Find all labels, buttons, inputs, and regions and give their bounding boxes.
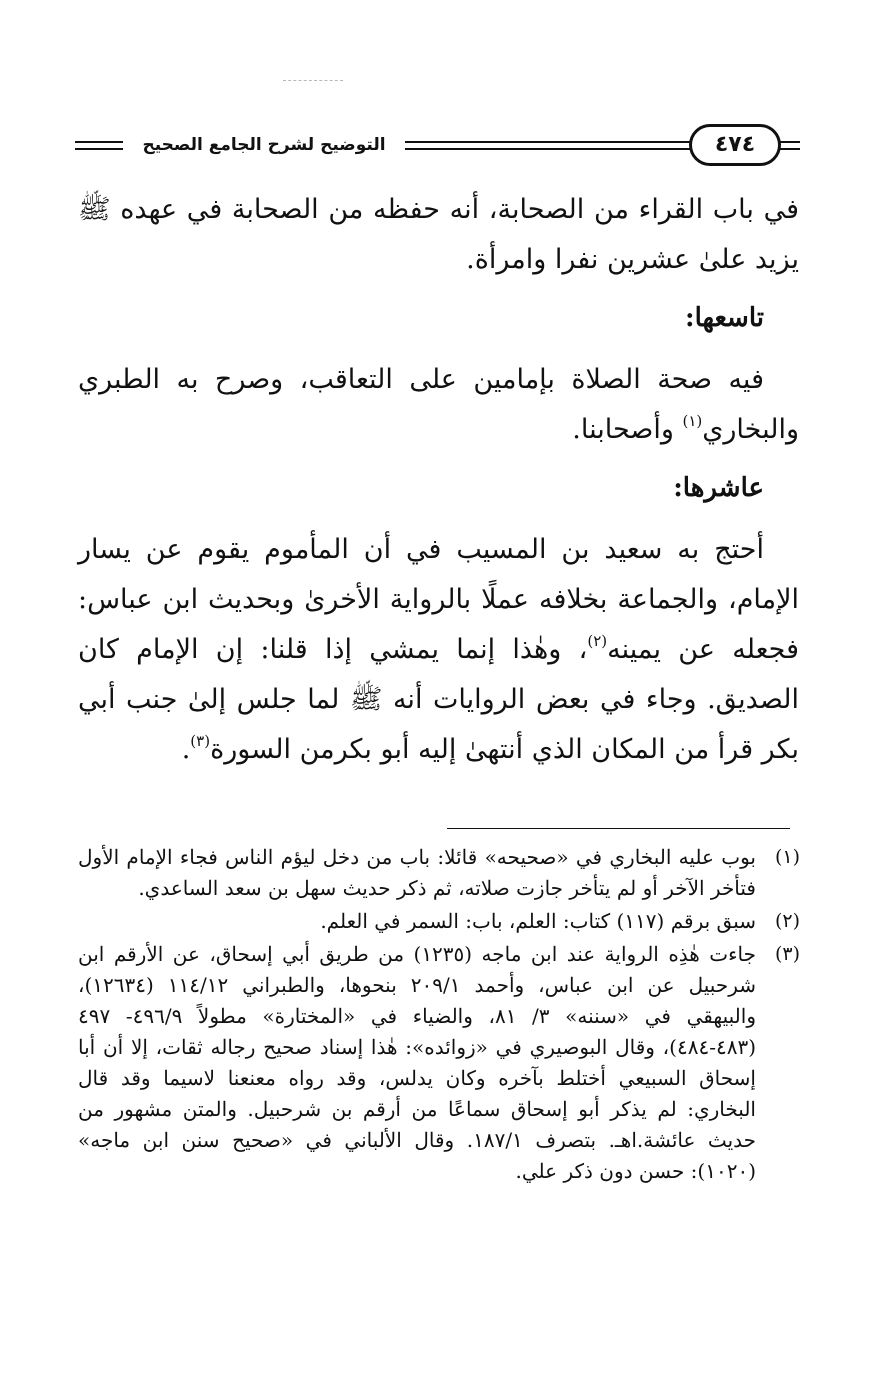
page-header <box>75 124 800 168</box>
paragraph-3 <box>78 525 799 775</box>
paragraph-1: في باب القراء من الصحابة، أنه حفظه من الصحابة في عهده ﷺ يزيد علىٰ عشرين نفرا وامرأة. <box>78 194 799 275</box>
footnote-3 <box>78 939 800 1187</box>
paragraph-3-end: . <box>181 734 191 765</box>
header-rule-middle <box>405 141 727 150</box>
footnote-1-number: (١) <box>774 846 800 868</box>
footnote-ref-3[interactable]: (٣) <box>190 732 211 750</box>
paragraph-3-text: أحتج به سعيد بن المسيب في أن المأموم يقوم عن يسار الإمام، والجماعة بخلافه عملًا بالرواية الأخرىٰ وبحديث ابن عباس: فجعله عن يمينه <box>78 534 800 665</box>
footnote-3-text: جاءت هٰذِه الرواية عند ابن ماجه (١٢٣٥) من طريق أبي إسحاق، عن الأرقم ابن شرحبيل عن ابن عباس، وأحمد ٢٠٩/١ بنحوها، والطبراني ١١٤/١٢ (١٢٦٣٤)، والبيهقي في «سننه» ٣/ ٨١، والضياء في «المختارة» مطولاً ٤٩٦/٩- ٤٩٧ (٤٨٣-٤٨٤)، وقال البوصيري في «زوائده»: هٰذا إسناد صحيح رجاله ثقات، إلا أن أبا إسحاق السبيعي أختلط بآخره وكان يدلس، وقد رواه معنعنا لاسيما وقد قال البخاري: لم يذكر أبو إسحاق سماعًا من أرقم بن شرحبيل. والمتن مشهور من حديث عائشة.اهـ. بتصرف ١٨٧/١. وقال الألباني في «صحيح سنن ابن ماجه» (١٠٢٠): حسن دون ذكر علي. <box>78 942 757 1183</box>
scan-artifact <box>283 80 343 82</box>
footnote-1-text: بوب عليه البخاري في «صحيحه» قائلا: باب من دخل ليؤم الناس فجاء الإمام الأول فتأخر الآخر أو لم يتأخر جازت صلاته، ثم ذكر حديث سهل بن سعد الساعدي. <box>78 845 756 900</box>
main-text <box>78 185 799 775</box>
footnote-1 <box>78 842 800 904</box>
header-rule-left <box>75 141 123 150</box>
paragraph-2 <box>78 355 799 455</box>
paragraph-2-tail: وأصحابنا. <box>572 414 683 445</box>
heading-ninth: تاسعها: <box>685 303 764 333</box>
page-number: ٤٧٤ <box>689 124 781 166</box>
heading-tenth: عاشرها: <box>673 473 764 503</box>
running-title: التوضيح لشرح الجامع الصحيح <box>142 135 386 155</box>
footnote-3-number: (٣) <box>774 943 800 965</box>
header-rule-right <box>779 141 800 150</box>
paragraph-3-middle: ، وهٰذا إنما يمشي إذا قلنا: إن الإمام كان الصديق. وجاء في بعض الروايات أنه ﷺ لما جلس إلىٰ جنب أبي بكر قرأ من المكان الذي أنتهىٰ إليه أبو بكرمن السورة <box>78 634 799 765</box>
footnote-ref-2[interactable]: (٢) <box>587 632 608 650</box>
paragraph-2-text: فيه صحة الصلاة بإمامين على التعاقب، وصرح به الطبري والبخاري <box>78 364 799 445</box>
footnote-2-text: سبق برقم (١١٧) كتاب: العلم، باب: السمر في العلم. <box>320 909 756 933</box>
footnote-2 <box>78 906 800 937</box>
footnote-ref-1[interactable]: (١) <box>682 412 703 430</box>
footnote-separator <box>447 828 790 829</box>
footnote-2-number: (٢) <box>774 910 800 932</box>
footnotes <box>78 842 800 1189</box>
